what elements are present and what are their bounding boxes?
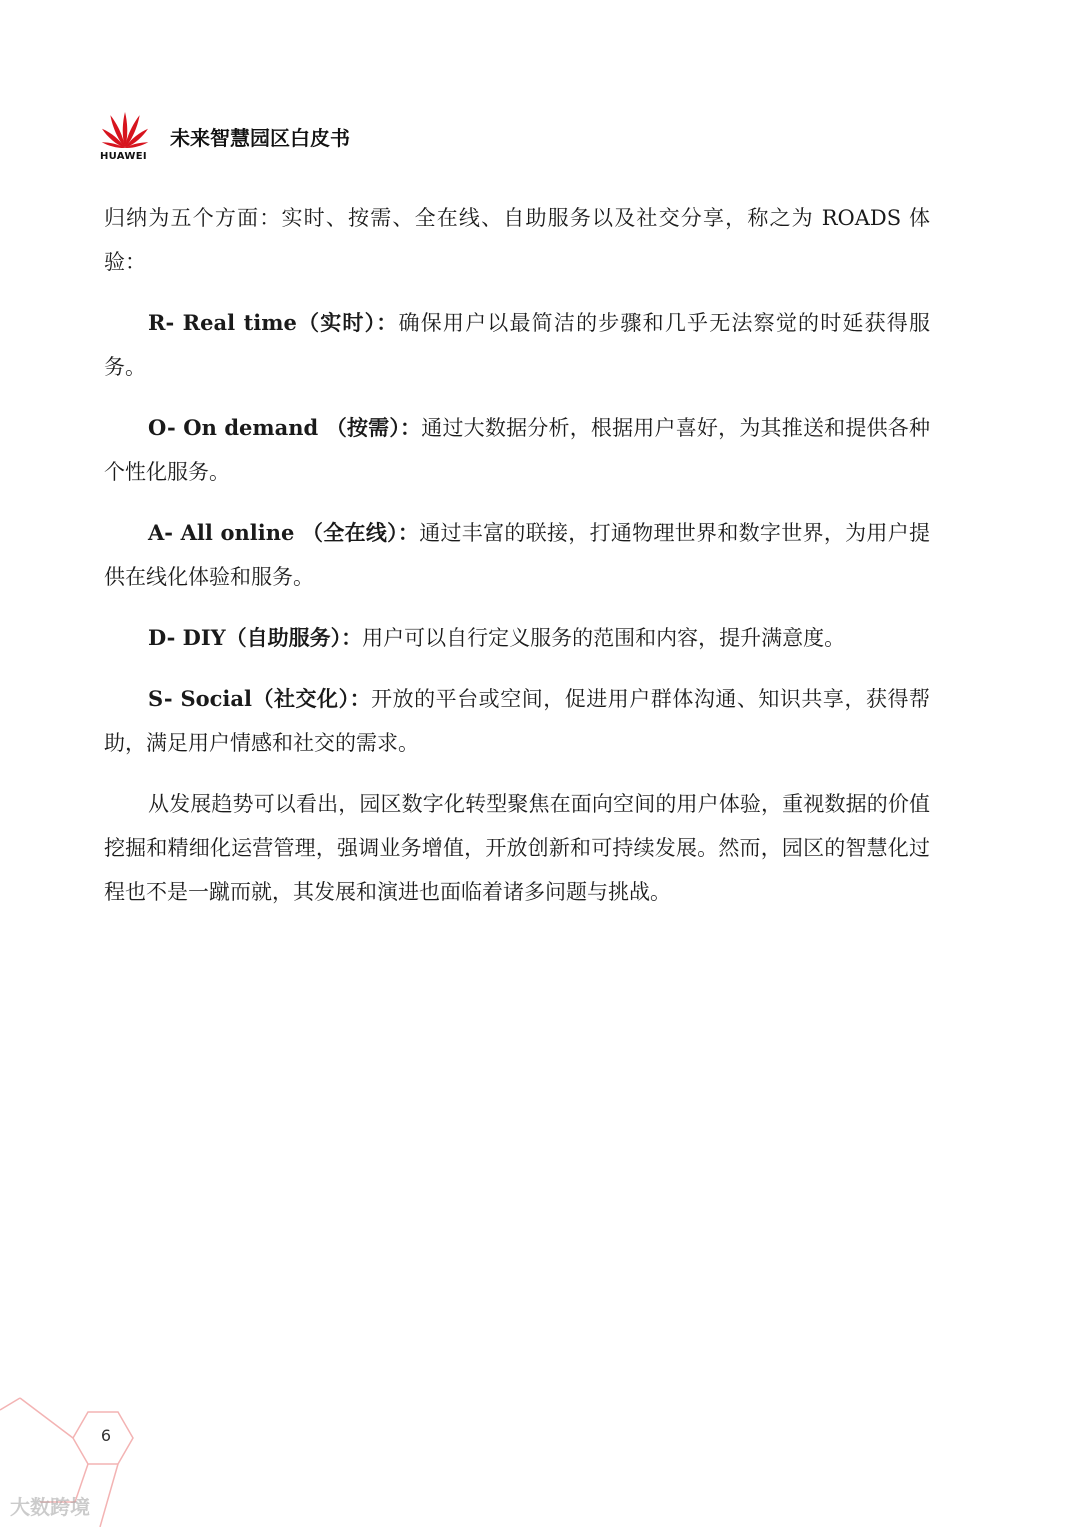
roads-d-paragraph (104, 616, 930, 660)
paragraph-text: 开放的平台或空间，促进用户群体沟通、知识共享，获得帮助，满足用户情感和社交的需求。 (104, 687, 930, 755)
paragraph-text: 通过丰富的联接，打通物理世界和数字世界，为用户提供在线化体验和服务。 (104, 521, 930, 589)
roads-r-paragraph (104, 301, 930, 389)
term-label: S- Social（社交化）： (148, 686, 372, 711)
term-label: O- On demand （按需）： (148, 415, 422, 440)
roads-s-paragraph (104, 677, 930, 765)
roads-o-paragraph (104, 406, 930, 494)
term-label: A- All online （全在线）： (148, 520, 420, 545)
document-title: 未来智慧园区白皮书 (170, 126, 350, 150)
term-label: R- Real time（实时）： (148, 310, 399, 335)
page-header (98, 108, 498, 168)
roads-a-paragraph (104, 511, 930, 599)
paragraph-text: 通过大数据分析，根据用户喜好，为其推送和提供各种个性化服务。 (104, 416, 930, 484)
term-label: D- DIY（自助服务）： (148, 625, 363, 650)
watermark-text: 大数跨境 (10, 1495, 90, 1519)
conclusion-paragraph (104, 782, 930, 914)
paragraph-text: 用户可以自行定义服务的范围和内容，提升满意度。 (362, 626, 846, 650)
paragraph-text: 从发展趋势可以看出，园区数字化转型聚焦在面向空间的用户体验，重视数据的价值挖掘和精细化运营管理，强调业务增值，开放创新和可持续发展。然而，园区的智慧化过程也不是一蹴而就，其发展和演进也面临着诸多问题与挑战。 (104, 792, 930, 904)
intro-paragraph (104, 196, 930, 284)
body-content (104, 196, 930, 931)
logo-text: HUAWEI (100, 151, 147, 162)
page-number: 6 (100, 1426, 112, 1445)
paragraph-text: 确保用户以最简洁的步骤和几乎无法察觉的时延获得服务。 (104, 311, 930, 379)
paragraph-text: 归纳为五个方面：实时、按需、全在线、自助服务以及社交分享，称之为 ROADS 体验： (104, 206, 930, 274)
